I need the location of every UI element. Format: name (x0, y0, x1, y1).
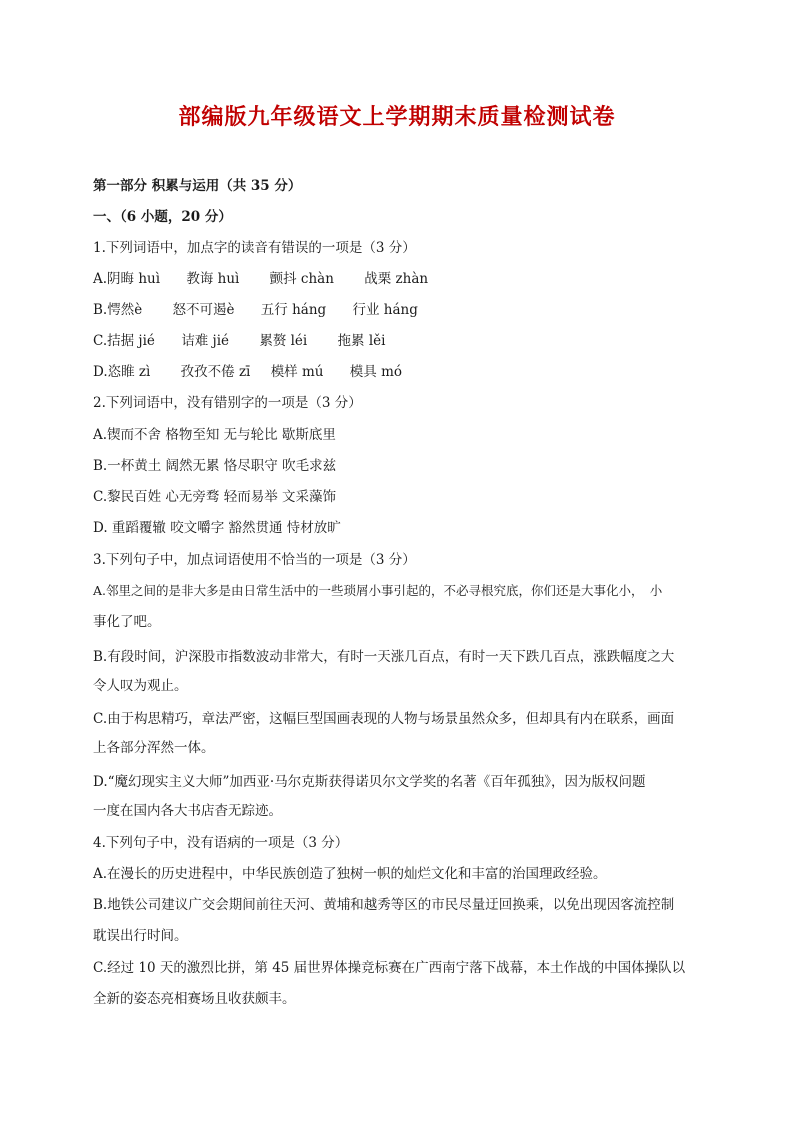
q1-c-term-3: 累赘 léi (259, 333, 308, 349)
page-title: 部编版九年级语文上学期期末质量检测试卷 (178, 104, 616, 130)
q1-c-term-4: 拖累 lěi (337, 333, 386, 349)
q1-a-term-1: A.阴晦 huì (93, 271, 161, 287)
q2-option-c: C.黎民百姓 心无旁骛 轻而易举 文采藻饰 (93, 489, 337, 505)
q1-b-term-2: 怒不可遏è (172, 302, 235, 318)
q1-stem: 1.下列词语中，加点字的读音有错误的一项是（3 分） (93, 240, 416, 256)
q1-a-term-3: 颤抖 chàn (269, 271, 334, 287)
q2-option-a: A.锲而不舍 格物至知 无与轮比 歇斯底里 (93, 427, 336, 443)
q1-option-b (93, 300, 418, 320)
q3-option-b-line1: B.有段时间，沪深股市指数波动非常大，有时一天涨几百点，有时一天下跌几百点，涨跌幅度之大 (93, 649, 675, 665)
q2-option-b: B.一杯黄土 阔然无累 恪尽职守 吹毛求兹 (93, 458, 337, 474)
q3-option-a-line1: A.邻里之间的是非大多是由日常生活中的一些琐屑小事引起的，不必寻根究底，你们还是大事化小， 小 (93, 583, 663, 598)
q1-c-term-1: C.拮据 jié (93, 333, 155, 349)
q3-stem: 3.下列句子中，加点词语使用不恰当的一项是（3 分） (93, 552, 416, 568)
q1-option-a (93, 269, 428, 289)
q1-a-term-2: 教诲 huì (186, 271, 240, 287)
q4-option-c-line1: C.经过 10 天的激烈比拼，第 45 届世界体操竞标赛在广西南宁落下战幕，本土作战的中国体操队以 (93, 960, 686, 976)
q3-option-d-line2: 一度在国内各大书店杳无踪迹。 (93, 803, 282, 819)
q3-option-c-line2: 上各部分浑然一体。 (93, 740, 215, 756)
q1-d-term-1: D.恣睢 zì (93, 364, 151, 380)
q1-a-term-4: 战栗 zhàn (364, 271, 429, 287)
q4-option-c-line2: 全新的姿态亮相赛场且收获颇丰。 (93, 991, 296, 1007)
q3-option-c-line1: C.由于构思精巧，章法严密，这幅巨型国画表现的人物与场景虽然众多，但却具有内在联系，画面 (93, 711, 675, 727)
q1-option-c (93, 331, 385, 351)
q1-b-term-1: B.愕然è (93, 302, 143, 318)
q1-d-term-3: 模样 mú (270, 364, 324, 380)
q3-option-b-line2: 令人叹为观止。 (93, 678, 188, 694)
q1-b-term-3: 五行 háng (260, 302, 327, 318)
q4-option-b-line2: 耽误出行时间。 (93, 928, 188, 944)
part1-heading: 第一部分 积累与运用（共 35 分） (93, 178, 302, 194)
q1-option-d (93, 362, 402, 382)
q1-b-term-4: 行业 háng (352, 302, 418, 318)
q1-d-term-4: 模具 mó (349, 364, 403, 380)
q2-option-d: D. 重蹈覆辙 咬文嚼字 豁然贯通 恃材放旷 (93, 520, 341, 536)
q4-option-a: A.在漫长的历史进程中，中华民族创造了独树一帜的灿烂文化和丰富的治国理政经验。 (93, 866, 607, 882)
q2-stem: 2.下列词语中，没有错别字的一项是（3 分） (93, 395, 362, 411)
q4-option-b-line1: B.地铁公司建议广交会期间前往天河、黄埔和越秀等区的市民尽量迂回换乘，以免出现因客流控制 (93, 897, 675, 913)
q3-option-a-line2: 事化了吧。 (93, 614, 161, 630)
q3-option-d-line1: D.“魔幻现实主义大师”加西亚·马尔克斯获得诺贝尔文学奖的名著《百年孤独》，因为版权问题 (93, 774, 646, 790)
q4-stem: 4.下列句子中，没有语病的一项是（3 分） (93, 835, 349, 851)
q1-c-term-2: 诘难 jié (181, 333, 230, 349)
q1-d-term-2: 孜孜不倦 zī (180, 364, 251, 380)
section1-heading: 一、（6 小题，20 分） (93, 209, 232, 225)
